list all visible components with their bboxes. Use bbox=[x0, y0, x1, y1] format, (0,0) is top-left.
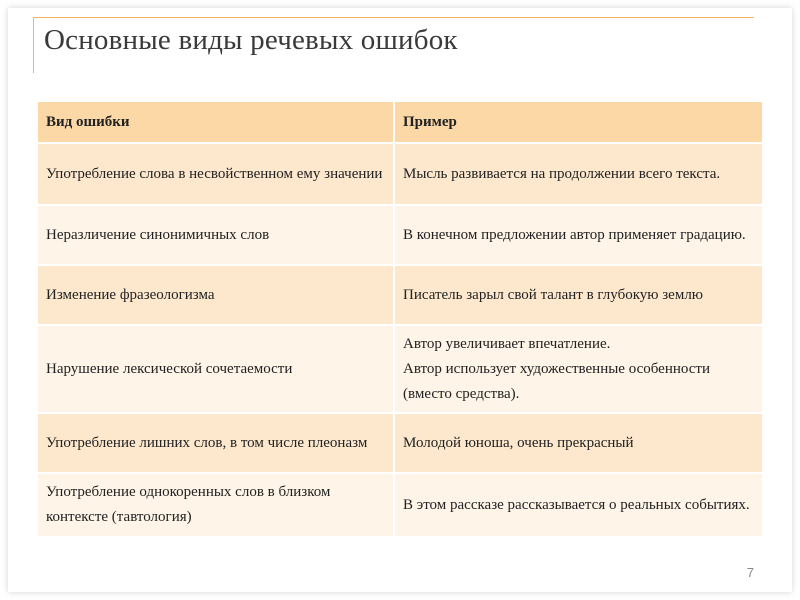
example-line: Молодой юноша, очень прекрасный bbox=[403, 434, 634, 451]
header-example: Пример bbox=[394, 102, 762, 143]
error-type-cell: Изменение фразеологизма bbox=[38, 265, 394, 325]
error-type-cell: Нарушение лексической сочетаемости bbox=[38, 325, 394, 413]
table-row bbox=[38, 205, 762, 265]
error-type-cell: Употребление слова в несвойственном ему значении bbox=[38, 143, 394, 205]
example-line: Мысль развивается на продолжении всего текста. bbox=[403, 165, 721, 182]
error-type-cell: Употребление лишних слов, в том числе плеоназм bbox=[38, 413, 394, 473]
example-cell bbox=[394, 265, 762, 325]
table-row bbox=[38, 473, 762, 537]
example-cell bbox=[394, 413, 762, 473]
error-type-cell: Употребление однокоренных слов в близком контексте (тавтология) bbox=[38, 473, 394, 537]
table-row bbox=[38, 143, 762, 205]
example-cell bbox=[394, 325, 762, 413]
slide-title: Основные виды речевых ошибок bbox=[44, 24, 458, 56]
example-line: Автор увеличивает впечатление. bbox=[403, 336, 611, 352]
errors-table bbox=[38, 102, 762, 538]
table-row bbox=[38, 413, 762, 473]
error-type-cell: Неразличение синонимичных слов bbox=[38, 205, 394, 265]
table-row bbox=[38, 265, 762, 325]
example-line: Автор использует художественные особенности (вместо средства). bbox=[403, 360, 711, 402]
table-header-row bbox=[38, 102, 762, 143]
example-cell bbox=[394, 473, 762, 537]
example-line: В конечном предложении автор применяет градацию. bbox=[403, 226, 746, 243]
title-rule-top bbox=[33, 17, 754, 18]
example-line: В этом рассказе рассказывается о реальных событиях. bbox=[403, 496, 750, 513]
example-line: Писатель зарыл свой талант в глубокую землю bbox=[403, 286, 704, 303]
title-rule-left bbox=[33, 17, 34, 73]
table-row bbox=[38, 325, 762, 413]
page-number: 7 bbox=[746, 565, 754, 580]
header-error-type: Вид ошибки bbox=[38, 102, 394, 143]
example-cell bbox=[394, 205, 762, 265]
example-cell bbox=[394, 143, 762, 205]
